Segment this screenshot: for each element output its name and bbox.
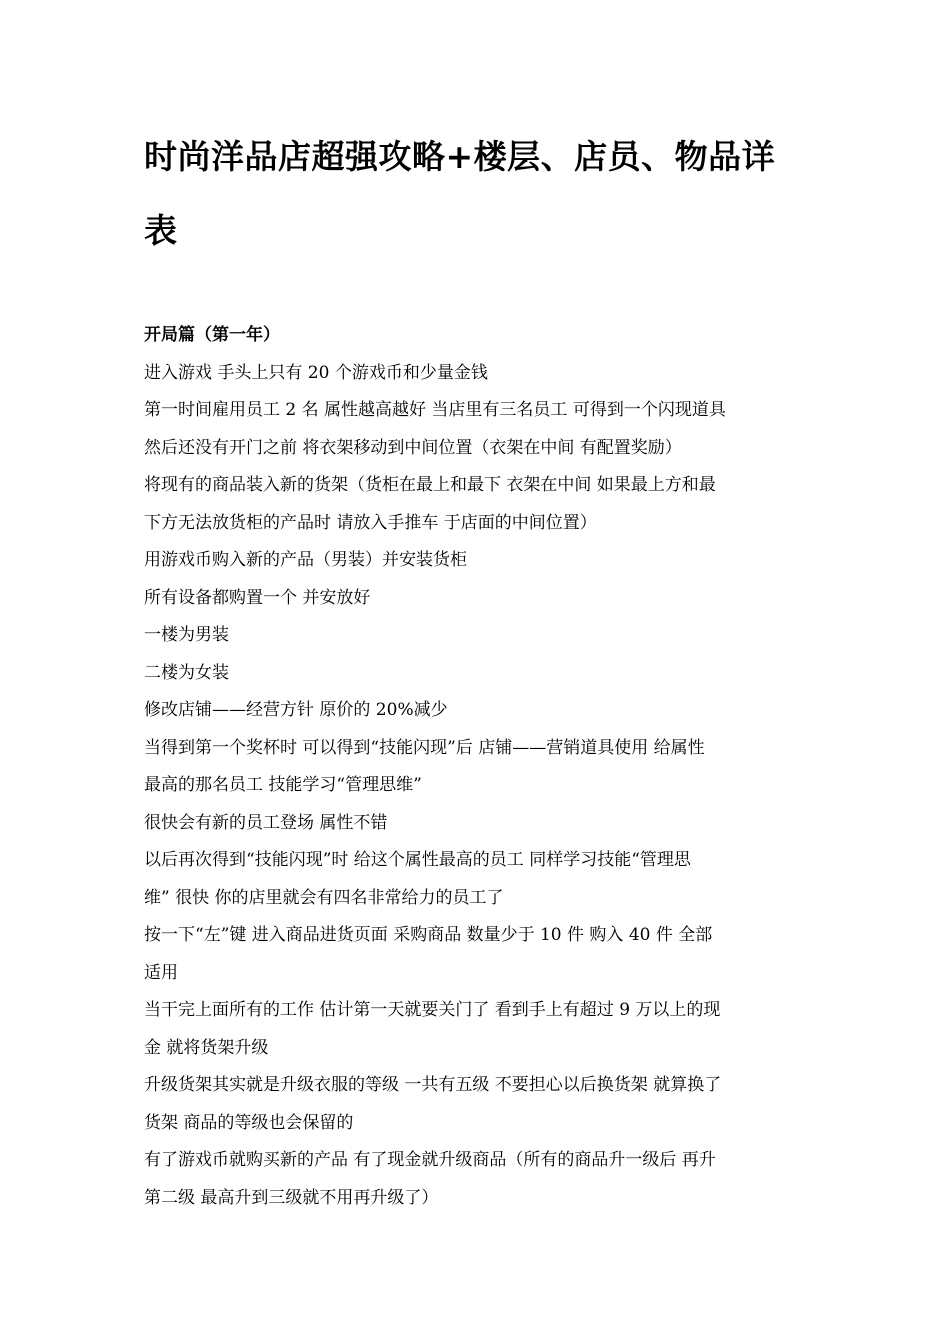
text-line: 第二级 最高升到三级就不用再升级了） <box>144 1187 439 1208</box>
text-line: 进入游戏 手头上只有 20 个游戏币和少量金钱 <box>144 362 488 383</box>
text-line: 以后再次得到“技能闪现”时 给这个属性最高的员工 同样学习技能“管理思 <box>144 850 691 870</box>
text-line: 修改店铺——经营方针 原价的 20%减少 <box>144 700 448 720</box>
text-line: 升级货架其实就是升级衣服的等级 一共有五级 不要担心以后换货架 就算换了 <box>144 1075 722 1095</box>
text-line: 当干完上面所有的工作 估计第一天就要关门了 看到手上有超过 9 万以上的现 <box>144 1000 721 1020</box>
text-line: 然后还没有开门之前 将衣架移动到中间位置（衣架在中间 有配置奖励） <box>144 437 682 458</box>
text-line: 金 就将货架升级 <box>144 1037 269 1058</box>
title-line: 表 <box>144 211 178 250</box>
text-line: 一楼为男装 <box>144 625 229 645</box>
text-line: 二楼为女装 <box>144 662 229 683</box>
text-line: 所有设备都购置一个 并安放好 <box>144 587 371 608</box>
text-line: 适用 <box>144 962 178 983</box>
section-heading: 开局篇（第一年） <box>144 325 280 345</box>
text-line: 用游戏币购入新的产品（男装）并安装货柜 <box>144 550 467 570</box>
text-line: 很快会有新的员工登场 属性不错 <box>144 812 388 833</box>
document-body <box>144 317 812 1217</box>
text-line: 当得到第一个奖杯时 可以得到“技能闪现”后 店铺——营销道具使用 给属性 <box>144 737 705 758</box>
text-line: 下方无法放货柜的产品时 请放入手推车 于店面的中间位置） <box>144 512 597 533</box>
text-line: 货架 商品的等级也会保留的 <box>144 1112 354 1133</box>
title-line: 时尚洋品店超强攻略+楼层、店员、物品详 <box>144 137 776 176</box>
document-title <box>144 120 814 268</box>
text-line: 有了游戏币就购买新的产品 有了现金就升级商品（所有的商品升一级后 再升 <box>144 1150 716 1170</box>
text-line: 维” 很快 你的店里就会有四名非常给力的员工了 <box>144 887 504 908</box>
text-line: 按一下“左”键 进入商品进货页面 采购商品 数量少于 10 件 购入 40 件 全部 <box>144 925 713 945</box>
text-line: 将现有的商品装入新的货架（货柜在最上和最下 衣架在中间 如果最上方和最 <box>144 475 716 495</box>
text-line: 第一时间雇用员工 2 名 属性越高越好 当店里有三名员工 可得到一个闪现道具 <box>144 400 726 420</box>
text-line: 最高的那名员工 技能学习“管理思维” <box>144 775 422 795</box>
